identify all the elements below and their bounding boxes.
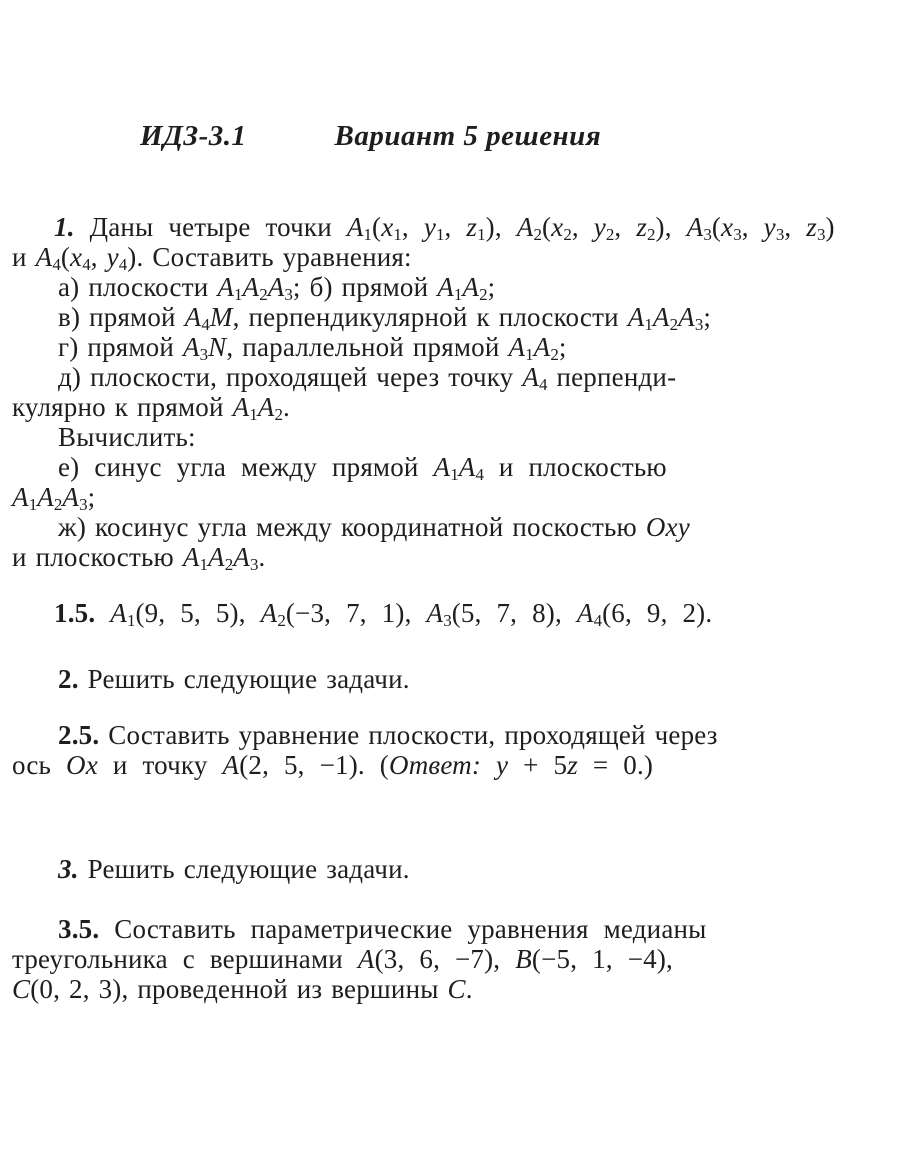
text-run: а) плоскости [58, 272, 218, 302]
text-run: (−3, 7, 1), [285, 598, 427, 628]
text-run: 3 [199, 345, 209, 364]
text-run: z [636, 212, 648, 242]
text-run: 2 [53, 495, 63, 514]
text-run: z [806, 212, 817, 242]
text-run: Даны четыре точки [74, 212, 347, 242]
text-run: A [437, 272, 454, 302]
text-run: 2 [224, 555, 234, 574]
text-run: 1 [249, 405, 258, 424]
text-run: (9, 5, 5), [135, 598, 261, 628]
text-line [12, 664, 896, 694]
text-line [12, 512, 896, 542]
text-run: z [466, 212, 478, 242]
text-line [12, 242, 896, 272]
text-run: 2 [647, 225, 656, 244]
text-run: A [678, 302, 695, 332]
text-run: , параллельной прямой [226, 332, 509, 362]
text-run: Решить следующие задачи. [78, 854, 410, 884]
text-run: 3 [249, 555, 259, 574]
text-run: Составить параметрические уравнения медианы [99, 914, 707, 944]
text-line [12, 542, 896, 572]
text-run: ( [541, 212, 552, 242]
text-run: A [242, 272, 260, 302]
text-run: A [357, 944, 375, 974]
text-run: A [433, 452, 451, 482]
text-run: M [209, 302, 233, 332]
text-run: д) плоскости, проходящей через точку [58, 362, 523, 392]
text-run: 1 [199, 555, 209, 574]
text-run: 1 [234, 285, 243, 304]
text-run: y [423, 212, 437, 242]
text-run: ( [60, 242, 71, 272]
text-run: A [232, 392, 250, 422]
text-run: 2.5. [58, 720, 100, 750]
text-line [12, 272, 896, 302]
text-run: , [90, 242, 107, 272]
document-header [12, 118, 896, 154]
text-line [12, 422, 896, 452]
text-run: (5, 7, 8), [451, 598, 577, 628]
text-run: A [426, 598, 444, 628]
text-run: Вычислить: [58, 422, 196, 452]
text-run: (−5, 1, −4), [531, 944, 674, 974]
text-run: , [614, 212, 637, 242]
text-run: 1 [363, 225, 373, 244]
text-run: 3 [79, 495, 88, 514]
text-run: A [217, 272, 235, 302]
text-run: ( [711, 212, 722, 242]
text-line [12, 392, 896, 422]
text-run: 4 [52, 255, 61, 274]
text-run: кулярно к прямой [12, 392, 233, 422]
text-run: A [110, 598, 127, 628]
text-run: A [182, 542, 200, 572]
text-run: 3 [284, 285, 293, 304]
text-run: Ответ: [389, 750, 482, 780]
text-run: 3.5. [58, 914, 100, 944]
section-2 [12, 664, 896, 694]
text-run: . [465, 974, 473, 1004]
text-run: A [222, 750, 240, 780]
text-run: в) прямой [58, 302, 185, 332]
text-run: е) синус угла между прямой [58, 452, 434, 482]
text-run: A [62, 482, 80, 512]
text-run: A [576, 598, 594, 628]
text-run: x [721, 212, 734, 242]
text-run: 1 [393, 225, 402, 244]
text-run: C [447, 974, 466, 1004]
text-run: (2, 5, −1). ( [239, 750, 389, 780]
text-line [12, 332, 896, 362]
text-run: 4 [475, 465, 484, 484]
text-run: . [258, 542, 266, 572]
text-run: A [346, 212, 364, 242]
text-run: x [551, 212, 564, 242]
text-run: 1 [28, 495, 38, 514]
text-line [12, 598, 896, 628]
text-run: 2 [277, 611, 286, 630]
text-run: 3 [733, 225, 742, 244]
text-run: 3 [775, 225, 785, 244]
text-run: ), [655, 212, 687, 242]
text-run: Oxy [645, 512, 690, 542]
text-run: 3 [694, 315, 704, 334]
text-run: ; [703, 302, 712, 332]
text-run: B [515, 944, 532, 974]
text-run: x [381, 212, 394, 242]
text-run: ; [558, 332, 567, 362]
text-run: 4 [539, 375, 548, 394]
document-body [12, 212, 896, 1004]
text-run: и [12, 242, 36, 272]
text-run: A [260, 598, 278, 628]
text-run: ) [825, 212, 835, 242]
text-run: 1 [436, 225, 445, 244]
text-run: 2 [259, 285, 268, 304]
text-run: г) прямой [58, 332, 183, 362]
text-run: , перпендикулярной к плоскости [232, 302, 628, 332]
text-run: и плоскостью [483, 452, 667, 482]
text-run: 2 [533, 225, 542, 244]
text-run: Ox [66, 750, 98, 780]
text-run: 4 [118, 255, 128, 274]
section-3 [12, 854, 896, 884]
text-run: 1. [54, 212, 75, 242]
text-run: 2 [563, 225, 572, 244]
text-run: 4 [201, 315, 210, 334]
text-run: ). Составить уравнения: [127, 242, 412, 272]
text-run: A [257, 392, 275, 422]
text-run: Составить уравнение плоскости, проходящей через [99, 720, 718, 750]
text-run: 1 [126, 611, 136, 630]
text-run: ; б) прямой [292, 272, 438, 302]
text-line [12, 362, 896, 392]
text-run: (0, 2, 3), проведенной из вершины [30, 974, 448, 1004]
text-run: A [35, 242, 53, 272]
text-run: 2 [479, 285, 488, 304]
text-run: 3 [816, 225, 826, 244]
text-run: 1 [644, 315, 653, 334]
text-run: 3 [443, 611, 452, 630]
problem-3-5 [12, 914, 896, 1004]
text-run: A [184, 302, 202, 332]
text-run: y [593, 212, 606, 242]
text-run: и точку [97, 750, 223, 780]
text-run: N [208, 332, 227, 362]
text-run: A [522, 362, 540, 392]
text-run: 1 [477, 225, 486, 244]
text-run: , [741, 212, 764, 242]
text-run: A [508, 332, 526, 362]
text-line [12, 974, 896, 1004]
text-run: 2 [274, 405, 283, 424]
text-run: A [37, 482, 54, 512]
text-run: 1 [450, 465, 459, 484]
text-line [12, 452, 896, 482]
text-run: A [233, 542, 250, 572]
text-run: Решить следующие задачи. [78, 664, 410, 694]
text-line [12, 482, 896, 512]
text-run: A [182, 332, 200, 362]
text-line [12, 212, 896, 242]
text-run: x [70, 242, 83, 272]
text-run: , [401, 212, 424, 242]
text-run: 2. [58, 664, 79, 694]
problem-2-5 [12, 720, 896, 780]
text-line [12, 302, 896, 332]
text-run: ; [87, 482, 96, 512]
text-line [12, 914, 896, 944]
text-run: z [567, 750, 578, 780]
text-run: + 5 [508, 750, 568, 780]
text-run: треугольника с вершинами [12, 944, 358, 974]
text-run: , [784, 212, 807, 242]
text-run: 3. [58, 854, 79, 884]
text-run: и плоскостью [12, 542, 183, 572]
text-run: y [496, 750, 509, 780]
text-run: перпенди- [547, 362, 677, 392]
problem-1 [12, 212, 896, 572]
text-run: 1.5. [54, 598, 96, 628]
text-run: A [652, 302, 670, 332]
text-run: A [267, 272, 285, 302]
text-line [12, 854, 896, 884]
text-run: . [282, 392, 290, 422]
text-run: 1 [525, 345, 534, 364]
text-run: A [516, 212, 534, 242]
text-run: A [458, 452, 476, 482]
variant-title: Вариант 5 решения [334, 120, 602, 152]
text-line [12, 750, 896, 780]
text-run: y [763, 212, 776, 242]
text-run: A [686, 212, 704, 242]
text-run: ; [487, 272, 496, 302]
text-run: ось [12, 750, 67, 780]
text-run [95, 598, 110, 628]
text-run: 3 [703, 225, 712, 244]
text-run: 2 [605, 225, 615, 244]
text-run: = 0.) [577, 750, 654, 780]
text-line [12, 720, 896, 750]
text-run: C [12, 974, 31, 1004]
text-run: 4 [593, 611, 603, 630]
assignment-code: ИДЗ-3.1 [140, 120, 247, 152]
text-run: y [106, 242, 119, 272]
text-run: A [627, 302, 645, 332]
text-run: A [208, 542, 225, 572]
text-run: A [533, 332, 551, 362]
text-run: 4 [82, 255, 91, 274]
text-line [12, 944, 896, 974]
text-run: 2 [550, 345, 559, 364]
text-run: (6, 9, 2). [602, 598, 713, 628]
text-run [481, 750, 496, 780]
text-run: 2 [669, 315, 679, 334]
text-run: ), [485, 212, 517, 242]
data-1-5 [12, 598, 896, 628]
text-run: A [12, 482, 29, 512]
text-run: ж) косинус угла между координатной поскостью [58, 512, 646, 542]
text-run: (3, 6, −7), [374, 944, 516, 974]
text-run: , [444, 212, 467, 242]
text-run: A [462, 272, 480, 302]
text-run: 1 [453, 285, 463, 304]
text-run: ( [372, 212, 382, 242]
text-run: , [571, 212, 594, 242]
